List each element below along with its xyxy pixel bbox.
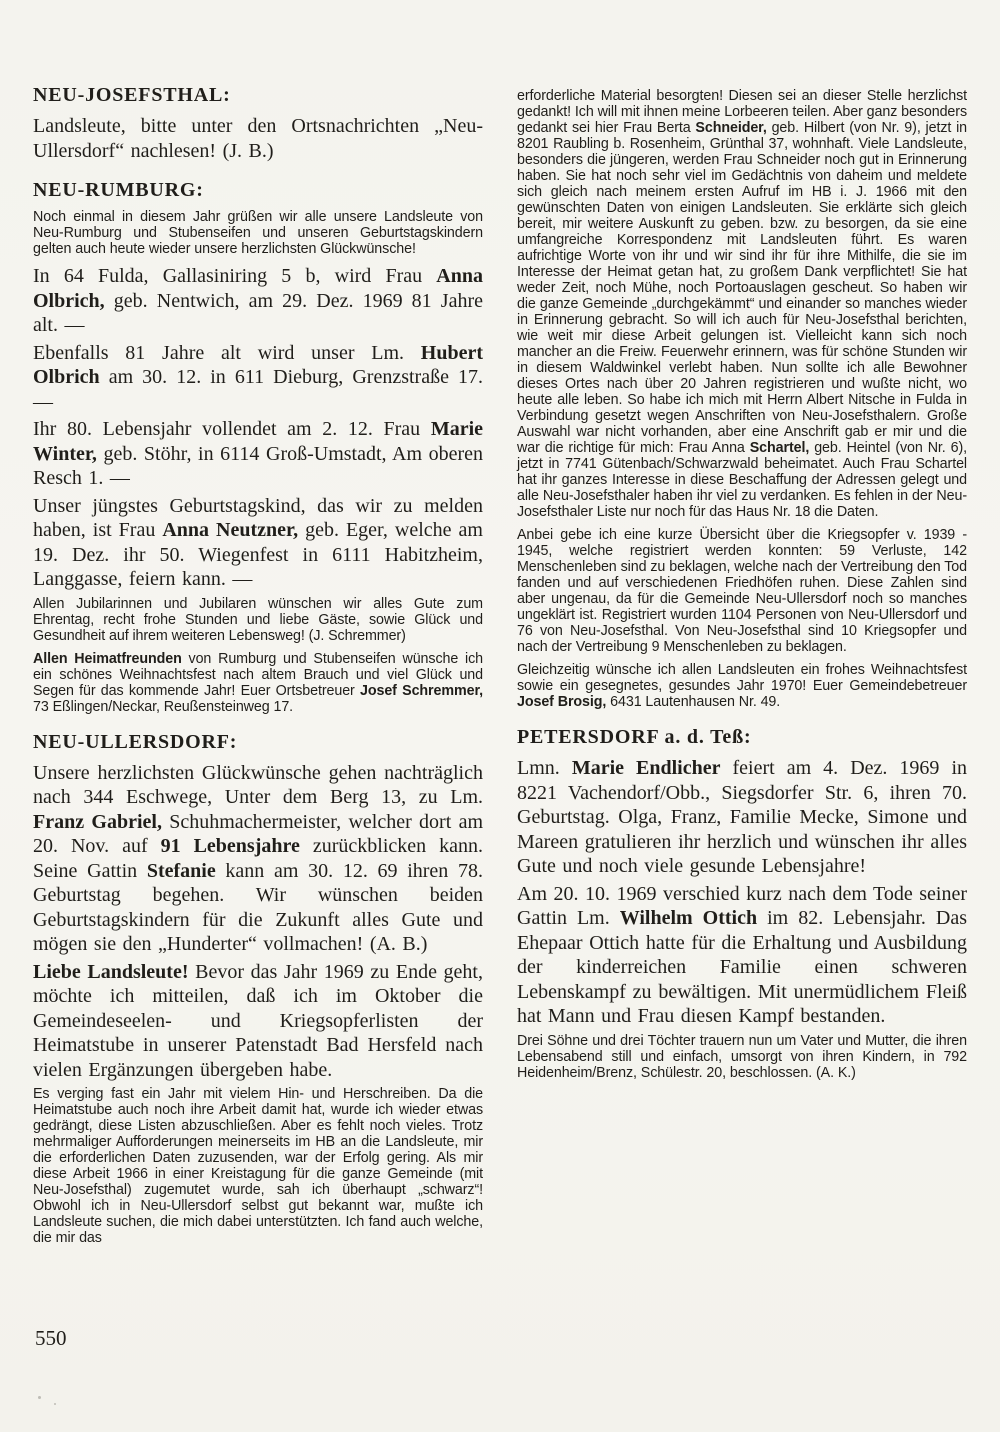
text-run: von Rumburg und Stubenseifen wünsche ich ein schönes Weihnachtsfest nach altem Brauch und viel Glück und Segen für das kommende Jahr! Euer Ortsbetreuer — [33, 650, 484, 699]
emphasized-text: Anna Neutzner, — [162, 519, 299, 541]
para-schneider-schartel-report — [517, 88, 967, 520]
text-run: NEU-RUMBURG: — [33, 179, 204, 201]
text-run: Drei Söhne und drei Töchter trauern nun um Vater und Mutter, die ihren Lebensabend still und einfach, umsorgt von ihren Kindern, in 792 Heidenheim/Brenz, Schülestr. 20, beschlossen. (A. K.) — [517, 1032, 967, 1081]
para-liebe-landsleute — [33, 960, 483, 1083]
text-run: feiert am 4. Dez. 1969 in 8221 Vachendorf/Obb., Siegsdorfer Str. 6, ihren 70. Geburtstag. Olga, Franz, Familie Mecke, Simone und Mareen gratulieren ihr herzlich und wünschen ihr alles Gute und noch viele gesunde Lebensjahre! — [517, 757, 968, 877]
emphasized-text: Franz Gabriel, — [33, 810, 162, 833]
emphasized-text: Schartel, — [749, 440, 810, 456]
scan-speck — [38, 1396, 41, 1399]
para-birthday-marie-endlicher — [517, 756, 967, 879]
emphasized-text: Anna Olbrich, — [33, 265, 483, 312]
para-josefsthal-note — [33, 114, 483, 163]
section-heading-neu-rumburg — [33, 179, 483, 202]
left-column — [33, 84, 483, 1253]
text-run: Ebenfalls 81 Jahre alt wird unser Lm. — [33, 341, 421, 364]
emphasized-text: Marie Endlicher — [571, 757, 721, 779]
page-number: 550 — [35, 1326, 67, 1350]
emphasized-text: Allen Heimatfreunden — [33, 650, 182, 667]
para-heimatstube-report — [33, 1086, 483, 1246]
text-run: 6431 Lautenhausen Nr. 49. — [606, 694, 781, 710]
text-run: Am 20. 10. 1969 verschied kurz nach dem Tode seiner Gattin Lm. — [517, 882, 967, 929]
text-run: In 64 Fulda, Gallasiniring 5 b, wird Frau — [33, 265, 437, 287]
para-birthday-franz-gabriel — [33, 761, 483, 957]
para-jubilare-wishes — [33, 596, 483, 644]
para-kriegsopfer-uebersicht — [517, 527, 967, 655]
para-birthday-anna-olbrich — [33, 264, 483, 338]
text-run: PETERSDORF a. d. Teß: — [517, 726, 752, 748]
emphasized-text: Wilhelm Ottich — [619, 907, 758, 929]
text-run: geb. Nentwich, am 29. Dez. 1969 81 Jahre alt. — — [33, 289, 483, 336]
text-run: zurückblicken kann. Seine Gattin — [33, 835, 483, 882]
text-run: Gleichzeitig wünsche ich allen Landsleuten ein frohes Weihnachtsfest sowie ein gesegnetes, gesundes Jahr 1970! Euer Gemeindebetreuer — [517, 662, 967, 694]
text-run: geb. Hilbert (von Nr. 9), jetzt in 8201 Raubling b. Rosenheim, Grünthal 37, wohnhaft. Viele Landsleute, besonders die jüngeren, werden Frau Schneider noch gut in Erinnerung haben. Sie hat noch sehr viel im Gedächtnis von daheim und meldete sich gleich nach meinem ersten Aufruf im HB i. J. 1966 mit den gewünschten Daten von einigen Landsleuten. Sie erklärte sich gleich bereit, mir weitere Auskunft zu geben. bzw. zu besorgen, da sie eine umfangreiche Korrespondenz mit Landsleuten führt. Es waren aufrichtige Worte von ihr und wir sind ihr für ihre Mithilfe, die sie im Interesse der Heimat getan hat, zu großem Dank verpflichtet! Sie hat weder Zeit, noch Mühe, noch Portoauslagen gescheut. So haben wir die ganze Gemeinde „durchgekämmt“ und einander so manches wieder in Erinnerung gebracht. So will ich auch für Neu-Josefsthal berichten, wie weit mir diese Arbeit gelungen ist. Vielleicht kann sich noch mancher an die Freiw. Feuerwehr erinnern, was für schöne Stunden wir in diesem Waldwinkel verlebt haben. Nun sollte ich alle Bewohner dieses Ortes nach über 20 Jahren registrieren und wußte nicht, wo heute alle leben. So habe ich mich mit Herrn Albert Nitsche in Fulda in Verbindung gesetzt wegen Anschriften von Neu-Josefsthalern. Große Auswahl war nicht vorhanden, aber eine Anschrift gab er mir und die war die richtige für mich: Frau Anna — [517, 120, 967, 456]
text-run: geb. Heintel (von Nr. 6), jetzt in 7741 Gütenbach/Schwarzwald beheimatet. Auch Frau Schartel hat ihr ganzes Interesse in diese Beschaffung der Adressen gelegt und alle Neu-Josefsthaler haben ihr viel zu verdanken. Es fehlen in der Neu-Josefsthaler Liste nur noch für das Haus Nr. 18 die Daten. — [517, 440, 967, 520]
para-birthday-marie-winter — [33, 417, 483, 491]
text-run: Landsleute, bitte unter den Ortsnachrichten „Neu-Ullersdorf“ nachlesen! (J. B.) — [33, 115, 483, 162]
text-run: Schuhmachermeister, welcher dort am 20. Nov. auf — [33, 810, 484, 857]
text-run: erforderliche Material besorgten! Diesen sei an dieser Stelle herzlichst gedankt! Ich will mit ihnen meine Lorbeeren teilen. Aber ganz besonders gedankt sei hier Frau Berta — [517, 88, 967, 136]
text-run: 73 Eßlingen/Neckar, Reußensteinweg 17. — [33, 698, 294, 715]
emphasized-text: 91 Lebensjahre — [160, 835, 300, 857]
emphasized-text: Josef Schremmer, — [360, 682, 483, 699]
text-run: Bevor das Jahr 1969 zu Ende geht, möchte ich mitteilen, daß ich im Oktober die Gemeindeseelen- und Kriegsopferlisten der Heimatstube in unserer Patenstadt Bad Hersfeld nach vielen Ergänzungen übergeben habe. — [33, 960, 483, 1081]
para-ottich-family — [517, 1033, 967, 1081]
emphasized-text: Stefanie — [146, 859, 216, 882]
text-run: Es verging fast ein Jahr mit vielem Hin- und Herschreiben. Da die Heimatstube auch noch ihre Arbeit damit hat, wurde ich wieder etwas gedrängt, diese Listen abzuschließen. Aber es fehlt noch vieles. Trotz mehrmaliger Aufforderungen meinerseits im HB an die Landsleute, mir die erforderlichen Daten zuzusenden, war der Erfolg gering. Als mir diese Arbeit 1966 in einer Kreistagung für die ganze Gemeinde (mit Neu-Josefsthal) zugemutet wurde, sah ich überhaupt „schwarz“! Obwohl ich in Neu-Ullersdorf selbst gut bekannt war, mußte ich Landsleute suchen, die mich dabei unterstützten. Ich fand auch welche, die mir das — [33, 1086, 483, 1246]
text-run: NEU-ULLERSDORF: — [33, 730, 238, 753]
para-birthday-anna-neutzner — [33, 494, 483, 592]
text-run: NEU-JOSEFSTHAL: — [33, 84, 231, 106]
text-run: im 82. Lebensjahr. Das Ehepaar Ottich hatte für die Erhaltung und Ausbildung der kinderreichen Familie einen schweren Lebenskampf zu bewältigen. Mit unermüdlichem Fleiß hat Mann und Frau diesen Kampf bestanden. — [517, 907, 968, 1027]
section-heading-neu-ullersdorf — [33, 731, 483, 754]
right-column — [517, 84, 967, 1088]
emphasized-text: Schneider, — [695, 120, 767, 136]
emphasized-text: Liebe Landsleute! — [33, 960, 189, 983]
text-run: geb. Eger, welche am 19. Dez. ihr 50. Wiegenfest in 6111 Habitzheim, Langgasse, feiern kann. — — [33, 519, 483, 590]
emphasized-text: Josef Brosig, — [517, 694, 607, 710]
scan-speck — [54, 1403, 56, 1405]
text-run: Unser jüngstes Geburtstagskind, das wir zu melden haben, ist Frau — [33, 494, 483, 541]
text-run: am 30. 12. in 611 Dieburg, Grenzstraße 17. — — [33, 366, 483, 413]
emphasized-text: Hubert Olbrich — [33, 341, 483, 388]
section-heading-neu-josefsthal — [33, 84, 483, 107]
para-brosig-greeting — [517, 662, 967, 710]
section-heading-petersdorf — [517, 726, 967, 749]
text-run: Noch einmal in diesem Jahr grüßen wir alle unsere Landsleute von Neu-Rumburg und Stubenseifen und unseren Geburtstagskindern gelten auch heute wieder unsere herzlichsten Glückwünsche! — [33, 209, 483, 257]
para-obituary-wilhelm-ottich — [517, 882, 967, 1029]
text-run: Anbei gebe ich eine kurze Übersicht über die Kriegsopfer v. 1939 - 1945, welche registriert werden konnten: 59 Verluste, 142 Menschenleben sind zu beklagen, welche nach der Vertreibung den Tod fanden und auf verschiedenen Friedhöfen ruhen. Diese Zahlen sind aber ungenau, da für die Gemeinde Neu-Ullersdorf noch so manches ungeklärt ist. Registriert wurden 1104 Personen von Neu-Ullersdorf und 76 von Neu-Josefsthal. Von Neu-Josefsthal sind 10 Kriegsopfer und nach der Vertreibung 9 Menschenleben zu beklagen. — [517, 527, 967, 655]
text-run: Ihr 80. Lebensjahr vollendet am 2. 12. Frau — [33, 418, 431, 440]
text-run: geb. Stöhr, in 6114 Groß-Umstadt, Am oberen Resch 1. — — [33, 442, 483, 489]
para-heimatfreunde-greeting — [33, 651, 483, 715]
text-run: Unsere herzlichsten Glückwünsche gehen nachträglich nach 344 Eschwege, Unter dem Berg 13, zu Lm. — [33, 761, 483, 808]
para-birthday-hubert-olbrich — [33, 341, 483, 415]
text-run: Allen Jubilarinnen und Jubilaren wünschen wir alles Gute zum Ehrentag, recht frohe Stunden und liebe Gäste, sowie Glück und Gesundheit auf ihrem weiteren Lebensweg! (J. Schremmer) — [33, 595, 483, 644]
text-run: Lmn. — [517, 757, 572, 779]
para-rumburg-intro — [33, 209, 483, 257]
emphasized-text: Marie Winter, — [33, 418, 483, 465]
text-run: kann am 30. 12. 69 ihren 78. Geburtstag begehen. Wir wünschen beiden Geburtstagskindern für die Zukunft alles Gute und mögen sie den „Hunderter“ vollmachen! (A. B.) — [33, 859, 483, 955]
